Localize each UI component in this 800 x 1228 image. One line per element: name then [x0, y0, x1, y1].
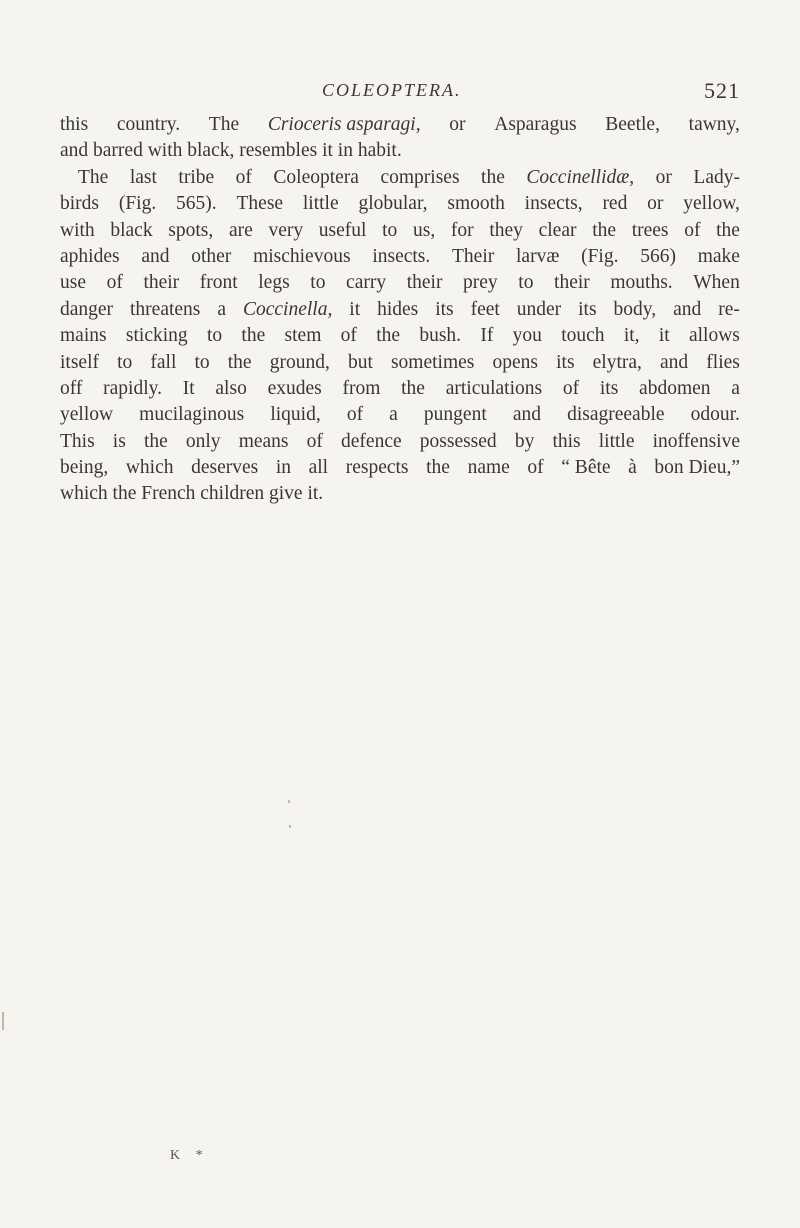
word: the: [143, 430, 168, 452]
word: the: [241, 325, 266, 347]
word: is: [112, 430, 126, 452]
text-line: [60, 218, 740, 244]
word: comprises: [380, 166, 460, 188]
word: This: [60, 430, 95, 452]
word: means: [238, 430, 289, 452]
word: this: [552, 430, 581, 452]
word: opens: [492, 351, 538, 373]
word: or: [449, 114, 466, 135]
word: but: [347, 351, 373, 373]
word: for: [450, 219, 474, 241]
word: name: [467, 457, 510, 479]
text-line: [60, 350, 740, 376]
word: bon Dieu,”: [654, 457, 740, 479]
word: abdomen: [639, 377, 711, 399]
word: by: [514, 430, 535, 452]
text-line: [60, 323, 740, 349]
word: prey: [463, 272, 498, 294]
word: When: [693, 272, 740, 294]
word: fall: [150, 351, 177, 373]
word: a: [389, 404, 398, 426]
word: birds: [60, 193, 99, 215]
word: odour.: [690, 404, 740, 426]
word: under: [516, 298, 562, 320]
family-name: Coccinellidæ,: [526, 166, 635, 188]
text-line: [60, 455, 740, 481]
word: tribe: [178, 166, 215, 188]
word: its: [578, 298, 597, 320]
word: disagreeable: [567, 404, 665, 426]
word: carry: [346, 272, 387, 294]
text-line: [60, 138, 740, 164]
word: to: [194, 351, 210, 373]
word: of: [684, 219, 701, 241]
word: mischievous: [253, 245, 351, 267]
word: of: [562, 377, 580, 399]
word: or: [655, 166, 672, 188]
word: of: [346, 404, 364, 426]
word: hides: [377, 298, 419, 320]
word: the: [481, 166, 505, 188]
word: a: [217, 298, 227, 320]
word: and barred with black, resembles it in habit.: [60, 140, 402, 162]
word: ground,: [269, 351, 330, 373]
text-line: [60, 402, 740, 428]
word: tawny,: [688, 114, 740, 135]
word: touch: [561, 325, 605, 347]
word: little: [302, 193, 339, 215]
word: front: [199, 272, 238, 294]
word: It: [182, 377, 195, 399]
species-name: Crioceris asparagi,: [267, 114, 421, 135]
word: or: [647, 193, 664, 215]
word: sticking: [125, 325, 188, 347]
word: its: [556, 351, 575, 373]
word: insects.: [372, 245, 431, 267]
word: it: [658, 325, 670, 347]
word: aphides: [60, 245, 120, 267]
word: you: [512, 325, 542, 347]
word: all: [308, 457, 329, 479]
genus-name: Coccinella,: [242, 298, 333, 320]
word: trees: [631, 219, 669, 241]
word: stem: [284, 325, 322, 347]
word: of: [306, 430, 323, 452]
running-title: COLEOPTERA.: [322, 80, 462, 100]
word: threatens: [130, 298, 201, 320]
word: If: [480, 325, 494, 347]
word: useful: [318, 219, 367, 241]
word: larvæ: [516, 245, 560, 267]
text-line: [60, 244, 740, 270]
word: These: [236, 193, 284, 215]
word: possessed: [419, 430, 497, 452]
word: defence: [341, 430, 402, 452]
word: to: [310, 272, 326, 294]
word: mucilaginous: [139, 404, 245, 426]
word: 566): [640, 245, 676, 267]
text-line: [60, 429, 740, 455]
word: Beetle,: [605, 114, 660, 135]
word: 565).: [176, 193, 217, 215]
word: the: [716, 219, 740, 241]
word: the: [227, 351, 252, 373]
word: clear: [538, 219, 577, 241]
word: body,: [613, 298, 657, 320]
word: last: [129, 166, 157, 188]
word: this: [60, 114, 89, 135]
word: yellow,: [683, 193, 740, 215]
word: and: [141, 245, 170, 267]
word: (Fig.: [118, 193, 157, 215]
word: Lady-: [693, 166, 740, 188]
word: of: [527, 457, 544, 479]
word: flies: [706, 351, 740, 373]
word: being,: [60, 457, 109, 479]
word: The: [78, 166, 109, 188]
text-line: [60, 270, 740, 296]
word: of: [235, 166, 252, 188]
word: to: [206, 325, 223, 347]
word: rapidly.: [103, 377, 162, 399]
body-text: [60, 112, 740, 508]
word: bush.: [419, 325, 462, 347]
word: smooth: [447, 193, 505, 215]
signature-mark: K *: [170, 1148, 209, 1163]
word: to: [117, 351, 133, 373]
word: sometimes: [390, 351, 475, 373]
word: respects: [345, 457, 409, 479]
word: with: [60, 219, 95, 241]
word: globular,: [358, 193, 428, 215]
running-head: [60, 78, 740, 108]
text-line: [60, 165, 740, 191]
word: to: [382, 219, 398, 241]
word: yellow: [60, 404, 114, 426]
word: from: [342, 377, 381, 399]
word: a: [731, 377, 740, 399]
word: black: [110, 219, 153, 241]
paper-speck: [2, 1012, 4, 1030]
word: and: [512, 404, 541, 426]
word: pungent: [423, 404, 487, 426]
word: it,: [623, 325, 640, 347]
word: off: [60, 377, 83, 399]
word: it: [349, 298, 361, 320]
word: only: [185, 430, 221, 452]
word: red: [602, 193, 628, 215]
word: mouths.: [610, 272, 673, 294]
word: insects,: [524, 193, 583, 215]
word: inoffensive: [652, 430, 740, 452]
word: allows: [688, 325, 740, 347]
word: (Fig.: [581, 245, 619, 267]
word: and: [673, 298, 702, 320]
word: their: [143, 272, 180, 294]
word: elytra,: [592, 351, 642, 373]
word: re-: [718, 298, 740, 320]
text-line: [60, 481, 740, 507]
word: its: [599, 377, 619, 399]
word: liquid,: [270, 404, 321, 426]
word: little: [598, 430, 635, 452]
word: also: [215, 377, 247, 399]
word: their: [406, 272, 443, 294]
word: us,: [413, 219, 436, 241]
word: the: [401, 377, 425, 399]
word: “ Bête: [561, 457, 611, 479]
word: feet: [470, 298, 500, 320]
text-line: [60, 376, 740, 402]
word: danger: [60, 298, 114, 320]
word: Asparagus: [494, 114, 577, 135]
word: use: [60, 272, 86, 294]
word: its: [435, 298, 454, 320]
word: in: [275, 457, 291, 479]
word: articulations: [445, 377, 543, 399]
word: the: [592, 219, 617, 241]
text-line: [60, 297, 740, 323]
word: Their: [452, 245, 495, 267]
paper-speck: [289, 825, 291, 828]
word: to: [518, 272, 534, 294]
word: of: [106, 272, 123, 294]
word: The: [208, 114, 240, 135]
word: other: [191, 245, 232, 267]
word: Coleoptera: [273, 166, 359, 188]
word: make: [697, 245, 740, 267]
paper-speck: [288, 800, 290, 803]
word: itself: [60, 351, 99, 373]
word: of: [340, 325, 357, 347]
word: à: [628, 457, 637, 479]
text-line: [60, 191, 740, 217]
word: country.: [116, 114, 181, 135]
word: and: [660, 351, 689, 373]
word: very: [268, 219, 304, 241]
word: spots,: [168, 219, 214, 241]
word: which: [125, 457, 174, 479]
text-line: [60, 112, 740, 138]
word: the: [376, 325, 401, 347]
word: legs: [258, 272, 290, 294]
word: mains: [60, 325, 107, 347]
word: deserves: [191, 457, 259, 479]
word: which the French children give it.: [60, 483, 324, 505]
word: they: [489, 219, 523, 241]
word: their: [554, 272, 590, 294]
word: are: [228, 219, 253, 241]
word: the: [426, 457, 450, 479]
page-number: 521: [704, 78, 740, 103]
word: exudes: [267, 377, 322, 399]
